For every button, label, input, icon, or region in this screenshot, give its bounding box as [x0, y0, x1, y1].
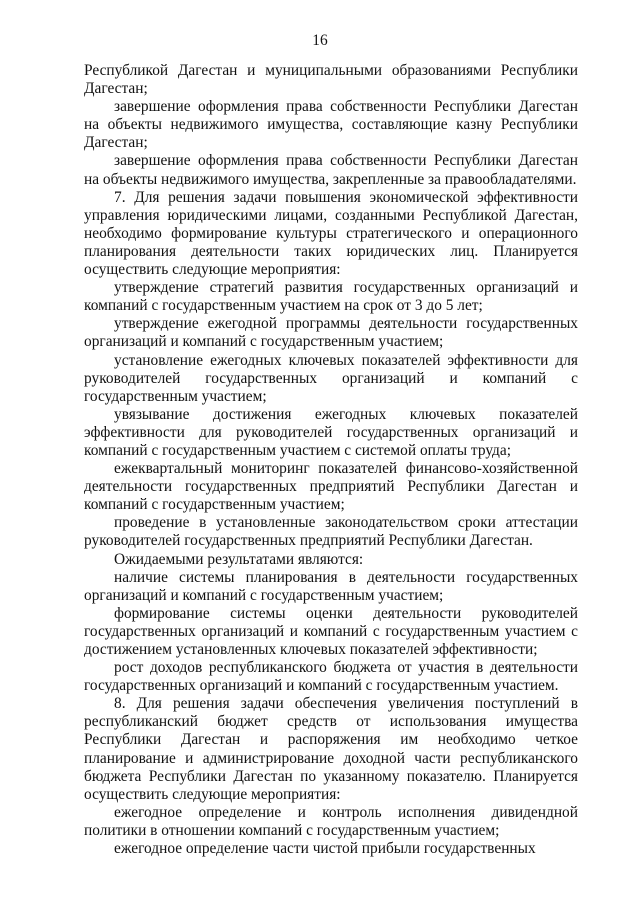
paragraph: утверждение ежегодной программы деятельности государственных организаций и компаний с государственным участием; [84, 315, 578, 351]
paragraph: утверждение стратегий развития государственных организаций и компаний с государственным участием на срок от 3 до 5 лет; [84, 279, 578, 315]
document-body [84, 62, 578, 858]
paragraph: ежегодное определение части чистой прибыли государственных [114, 840, 536, 858]
paragraph: увязывание достижения ежегодных ключевых показателей эффективности для руководителей государственных организаций и компаний с государственным участием с системой оплаты труда; [84, 405, 578, 459]
paragraph: установление ежегодных ключевых показателей эффективности для руководителей государственных организаций и компаний с государственным участием; [84, 351, 578, 405]
paragraph: ежеквартальный мониторинг показателей финансово-хозяйственной деятельности государственных предприятий Республики Дагестан и компаний с государственным участием; [84, 460, 578, 514]
paragraph: ежегодное определение и контроль исполнения дивидендной политики в отношении компаний с государственным участием; [84, 803, 578, 839]
paragraph: 7. Для решения задачи повышения экономической эффективности управления юридическими лицами, созданными Республикой Дагестан, необходимо формирование культуры стратегического и операционного планирования деятельности таких юридических лиц. Планируется осуществить следующие мероприятия: [84, 188, 578, 279]
paragraph: проведение в установленные законодательством сроки аттестации руководителей государственных предприятий Республики Дагестан. [84, 514, 578, 550]
paragraph: формирование системы оценки деятельности руководителей государственных организаций и компаний с государственным участием с достижением установленных ключевых показателей эффективности; [84, 604, 578, 658]
paragraph: завершение оформления права собственности Республики Дагестан на объекты недвижимого имущества, закрепленные за правообладателями. [84, 152, 578, 188]
paragraph: наличие системы планирования в деятельности государственных организаций и компаний с государственным участием; [84, 568, 578, 604]
paragraph: завершение оформления права собственности Республики Дагестан на объекты недвижимого имущества, составляющие казну Республики Дагестан; [84, 98, 578, 152]
page-number: 16 [312, 32, 328, 49]
paragraph: Республикой Дагестан и муниципальными образованиями Республики Дагестан; [84, 62, 578, 98]
paragraph: 8. Для решения задачи обеспечения увеличения поступлений в республиканский бюджет средств от использования имущества Республики Дагестан и распоряжения им необходимо четкое планирование и администрирование доходной части республиканского бюджета Республики Дагестан по указанному показателю. Планируется осуществить следующие мероприятия: [84, 695, 578, 803]
paragraph: Ожидаемыми результатами являются: [114, 550, 364, 568]
paragraph: рост доходов республиканского бюджета от участия в деятельности государственных организаций и компаний с государственным участием. [84, 659, 578, 695]
